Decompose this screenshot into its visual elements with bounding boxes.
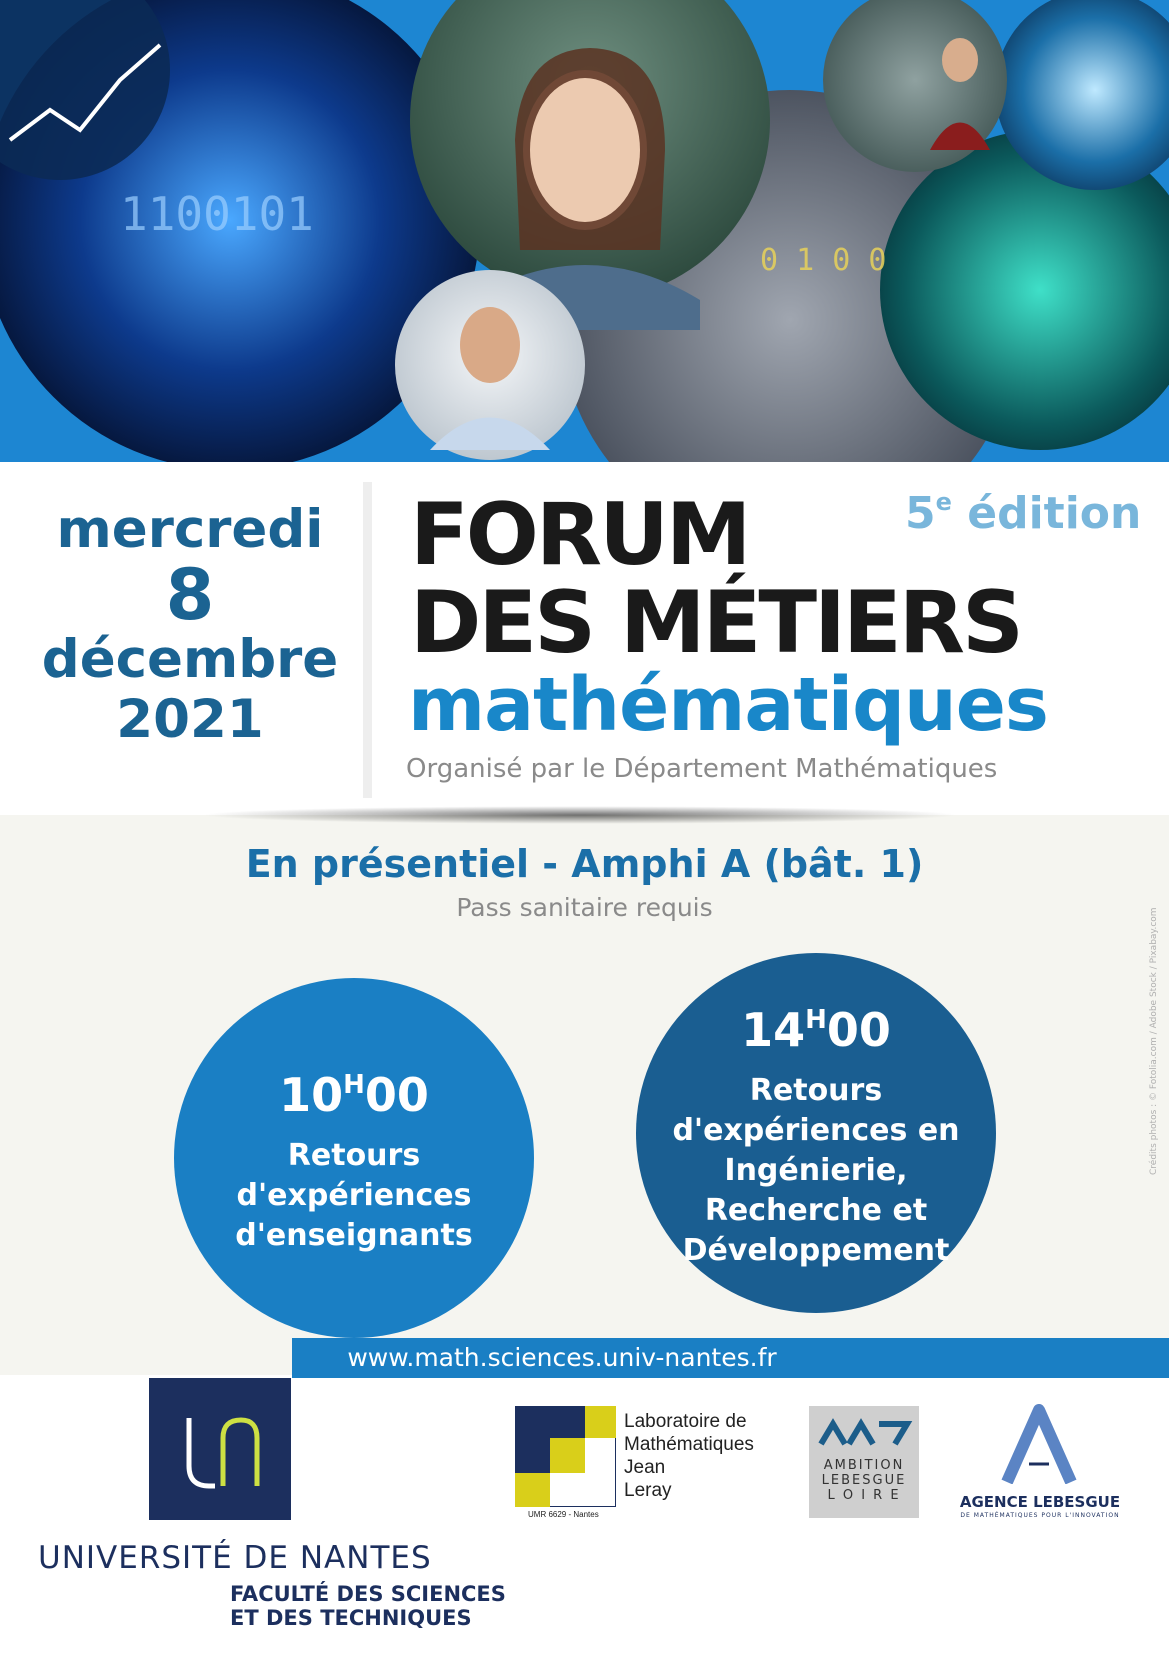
- ambition-line: LEBESGUE: [821, 1473, 907, 1488]
- vertical-divider: [363, 482, 372, 798]
- agence-lebesgue-tagline: DE MATHÉMATIQUES POUR L'INNOVATION: [960, 1512, 1120, 1519]
- ambition-line: L O I R E: [827, 1488, 901, 1503]
- event-date: [20, 500, 360, 750]
- lmjl-name: [624, 1410, 754, 1502]
- faculty-line-1: FACULTÉ DES SCIENCES: [230, 1582, 506, 1606]
- date-day: 8: [165, 554, 215, 636]
- session-afternoon-description: [652, 1071, 979, 1271]
- ambition-mark-icon: [809, 1406, 919, 1456]
- website-link[interactable]: www.math.sciences.univ-nantes.fr: [347, 1343, 777, 1372]
- title-forum: FORUM: [410, 485, 749, 585]
- man-face: [460, 307, 520, 383]
- session-morning-line: Retours: [287, 1138, 421, 1173]
- session-morning: [174, 978, 534, 1338]
- session-morning-time: [279, 1060, 429, 1120]
- session-afternoon-line: Recherche et: [704, 1193, 928, 1228]
- lmjl-line: Jean: [624, 1457, 666, 1478]
- pass-requirement: Pass sanitaire requis: [456, 893, 713, 922]
- venue-line: En présentiel - Amphi A (bât. 1): [245, 842, 924, 886]
- lmjl-umr: UMR 6629 - Nantes: [528, 1510, 599, 1519]
- session-morning-line: d'enseignants: [235, 1218, 473, 1253]
- title-des-metiers: DES MÉTIERS: [410, 573, 1021, 673]
- panel-shadow: [200, 806, 960, 824]
- date-weekday: mercredi: [56, 499, 324, 560]
- organiser-line: Organisé par le Département Mathématiques: [406, 754, 998, 784]
- hero-photo-collage: [0, 0, 1169, 462]
- session-morning-hour: 10: [279, 1068, 344, 1122]
- teacher-face: [942, 38, 978, 82]
- agence-lebesgue-a-icon: [999, 1404, 1079, 1484]
- floating-digits: 0 1 0 0: [760, 243, 887, 278]
- un-monogram-icon: [149, 1378, 291, 1520]
- lmjl-logo-icon: [515, 1406, 616, 1507]
- session-afternoon-line: Ingénierie,: [724, 1153, 908, 1188]
- session-afternoon-line: Retours: [749, 1073, 883, 1108]
- date-year: 2021: [116, 689, 264, 750]
- faculty-line-2: ET DES TECHNIQUES: [230, 1606, 472, 1630]
- session-afternoon: [636, 953, 996, 1313]
- edition-word: édition: [967, 488, 1142, 539]
- session-afternoon-min: 00: [826, 1003, 891, 1057]
- session-afternoon-hour: 14: [741, 1003, 806, 1057]
- lmjl-line: Mathématiques: [624, 1434, 754, 1455]
- edition-number: 5: [905, 488, 936, 539]
- universite-name: UNIVERSITÉ DE NANTES: [38, 1540, 432, 1576]
- session-afternoon-line: Développement: [682, 1233, 950, 1268]
- title-mathematiques: mathématiques: [408, 662, 1048, 748]
- ambition-line: AMBITION: [823, 1458, 905, 1473]
- edition-sup: e: [935, 488, 952, 516]
- photo-credits: Crédits photos : © Fotolia.com / Adobe Stock / Pixabay.com: [1149, 907, 1159, 1175]
- session-morning-line: d'expériences: [236, 1178, 472, 1213]
- session-afternoon-line: d'expériences en: [672, 1113, 960, 1148]
- ambition-text: [809, 1458, 919, 1503]
- session-afternoon-time: [741, 995, 891, 1055]
- edition-badge: [905, 488, 1141, 539]
- agence-lebesgue-name: AGENCE LEBESGUE: [959, 1493, 1121, 1511]
- date-month: décembre: [41, 629, 339, 690]
- student-face-inner: [530, 78, 640, 222]
- session-morning-min: 00: [364, 1068, 429, 1122]
- universite-nantes-logo: [149, 1378, 291, 1520]
- hero-collage-graphic: [0, 0, 1169, 462]
- digits-decoration: 1100101: [120, 187, 314, 241]
- lmjl-line: Laboratoire de: [624, 1411, 747, 1432]
- session-afternoon-h: H: [805, 1005, 827, 1035]
- session-morning-description: [215, 1136, 492, 1256]
- lmjl-line: Leray: [624, 1480, 672, 1501]
- session-morning-h: H: [343, 1070, 365, 1100]
